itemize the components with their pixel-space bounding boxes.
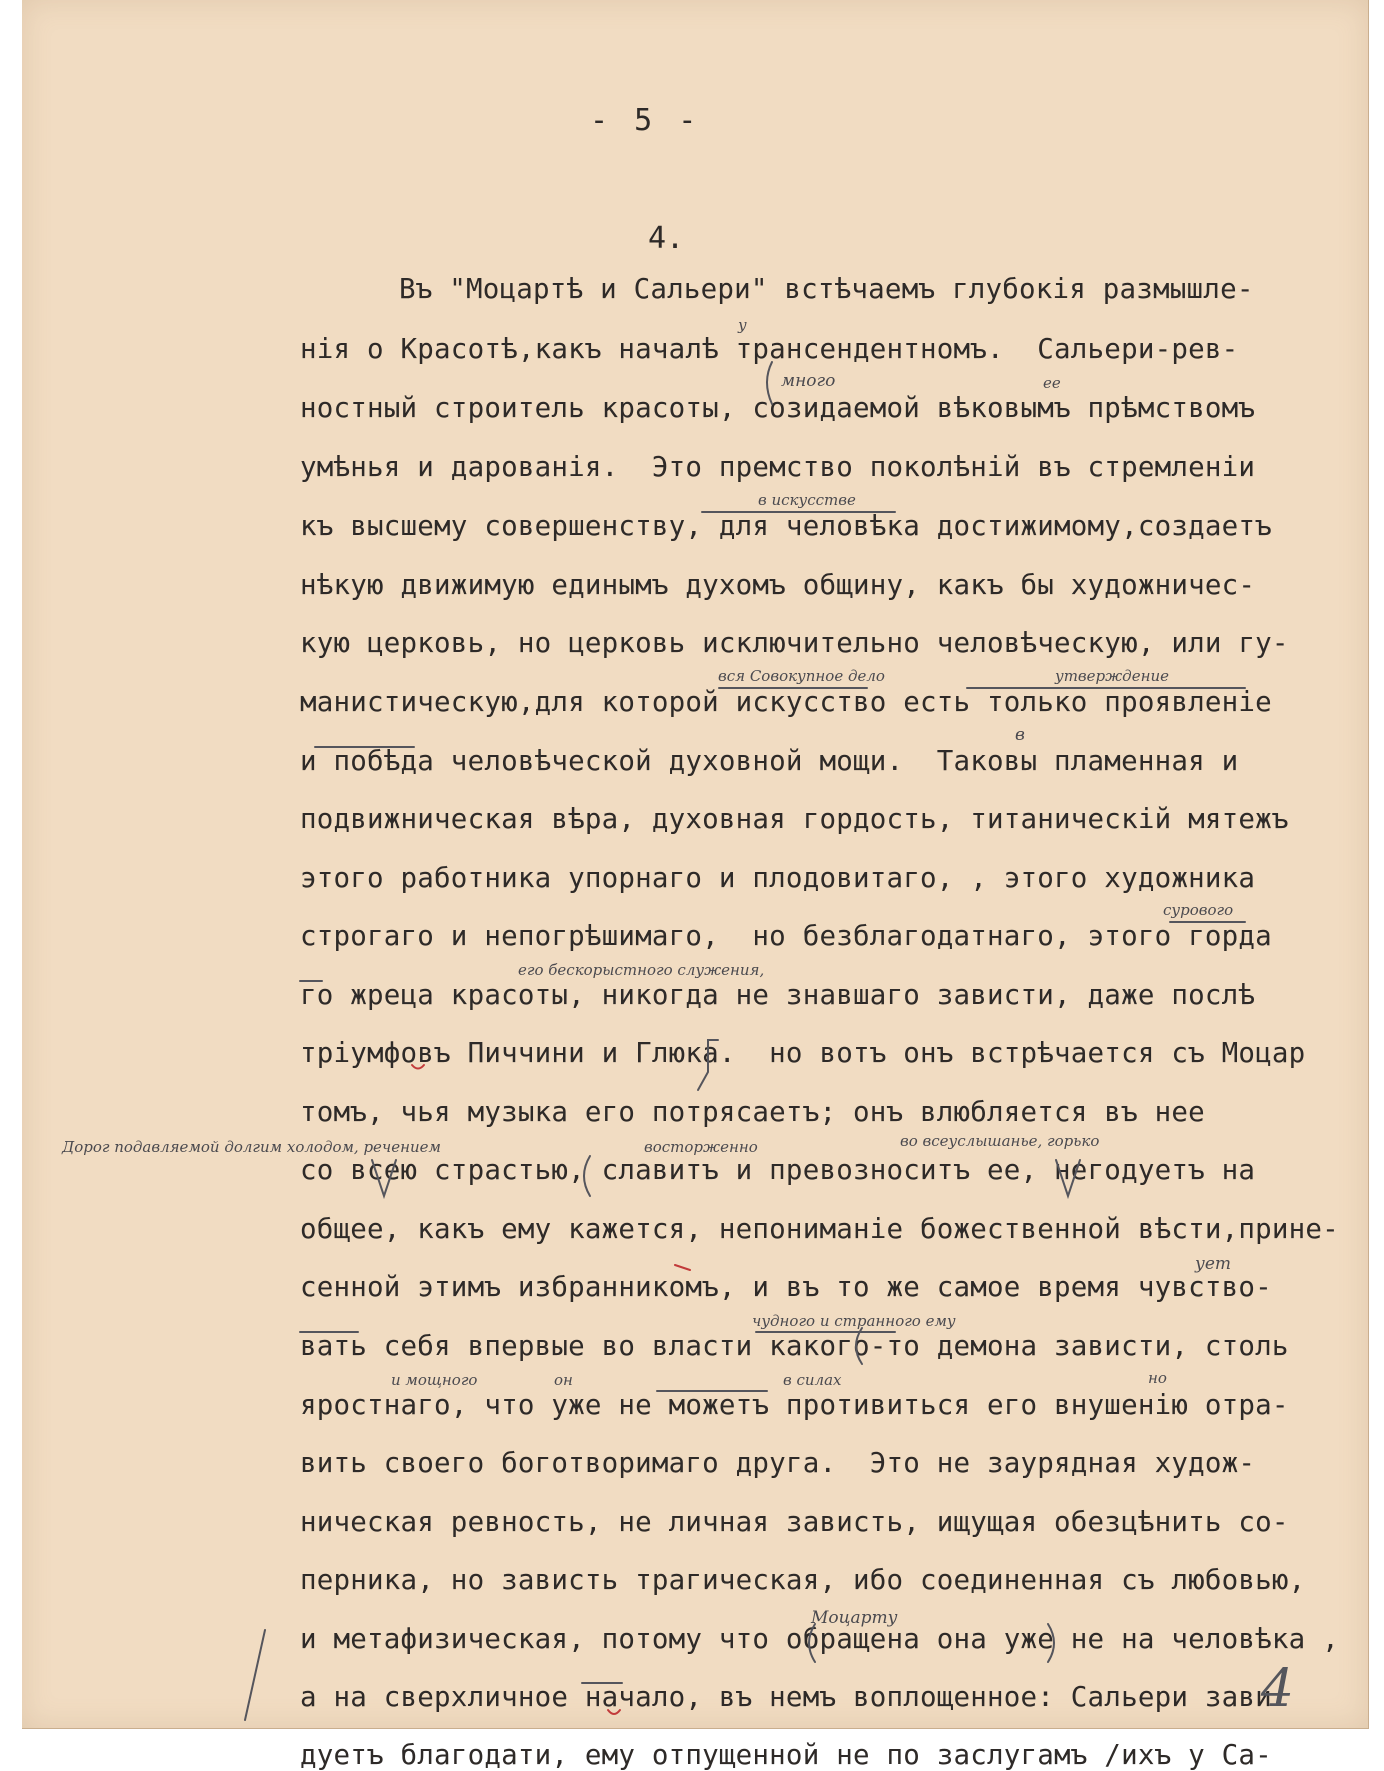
text-line: нѣкую движимую единымъ духомъ общину, какъ бы художничес- <box>300 572 1255 600</box>
handwritten-annotation: в силах <box>783 1373 842 1388</box>
text-line: дуетъ благодати, ему отпущенной не по заслугамъ /ихъ у Са- <box>300 1742 1272 1770</box>
text-line: го жреца красоты, никогда не знавшаго зависти, даже послѣ <box>300 982 1255 1010</box>
text-line: и побѣда человѣческой духовной мощи. Таковы пламенная и <box>300 748 1238 776</box>
text-line: этого работника упорнаго и плодовитаго, , этого художника <box>300 865 1255 893</box>
handwritten-annotation: восторженно <box>644 1140 758 1155</box>
handwritten-annotation: Дорог подавляемой долгим холодом, речением <box>62 1140 441 1155</box>
handwritten-annotation: сурового <box>1163 903 1233 918</box>
handwritten-annotation: он <box>554 1373 573 1388</box>
text-line: перника, но зависть трагическая, ибо соединенная съ любовью, <box>300 1567 1305 1595</box>
handwritten-annotation: чудного и странного ему <box>752 1314 956 1329</box>
text-line: тріумфовъ Пиччини и Глюка. но вотъ онъ встрѣчается съ Моцар <box>300 1040 1305 1068</box>
text-line: и метафизическая, потому что обращена она уже не на человѣка , <box>300 1626 1339 1654</box>
text-line: нія о Красотѣ,какъ началѣ трансендентномъ. Сальери-рев- <box>300 336 1238 364</box>
text-line: вить своего боготворимаго друга. Это не заурядная худож- <box>300 1450 1255 1478</box>
handwritten-annotation: в искусстве <box>758 493 856 508</box>
text-line: къ высшему совершенству, для человѣка достижимому,создаетъ <box>300 513 1272 541</box>
text-line: яростнаго, что уже не можетъ противиться его внушенію отра- <box>300 1392 1289 1420</box>
text-line: сенной этимъ избранникомъ, и въ то же самое время чувство- <box>300 1274 1272 1302</box>
section-number: 4. <box>648 224 684 254</box>
text-line: томъ, чья музыка его потрясаетъ; онъ влюбляется въ нее <box>300 1099 1205 1127</box>
handwritten-annotation: утверждение <box>1055 669 1169 684</box>
text-line: ническая ревность, не личная зависть, ищущая обезцѣнить со- <box>300 1509 1289 1537</box>
handwritten-annotation: но <box>1148 1371 1167 1386</box>
text-line: подвижническая вѣра, духовная гордость, титаническій мятежъ <box>300 806 1289 834</box>
page-number: - 5 - <box>590 106 700 136</box>
handwritten-annotation: его бескорыстного служения, <box>518 963 764 978</box>
handwritten-annotation: в <box>1015 727 1025 744</box>
handwritten-annotation: вся Совокупное дело <box>718 669 885 684</box>
handwritten-annotation: ует <box>1195 1256 1231 1273</box>
text-line: ностный строитель красоты, созидаемой вѣковымъ прѣмствомъ <box>300 395 1255 423</box>
handwritten-annotation: у <box>738 318 747 333</box>
handwritten-annotation: ее <box>1043 376 1061 391</box>
handwritten-annotation: и мощного <box>391 1373 477 1388</box>
text-line: манистическую,для которой искусство есть только проявленіе <box>300 689 1272 717</box>
handwritten-annotation: во всеуслышанье, горько <box>900 1134 1099 1149</box>
text-line: а на сверхличное начало, въ немъ воплощенное: Сальери зави <box>300 1684 1272 1712</box>
text-line: умѣнья и дарованія. Это премство поколѣній въ стремленіи <box>300 454 1255 482</box>
handwritten-annotation: много <box>781 373 835 390</box>
text-line: со всею страстью, славитъ и превозноситъ ее, негодуетъ на <box>300 1157 1255 1185</box>
text-line: Въ "Моцартѣ и Сальери" встѣчаемъ глубокія размышле- <box>399 276 1254 304</box>
handwritten-annotation: Моцарту <box>811 1610 898 1627</box>
text-line: вать себя впервые во власти какого-то демона зависти, столь <box>300 1333 1289 1361</box>
text-line: общее, какъ ему кажется, непониманіе божественной вѣсти,прине- <box>300 1216 1339 1244</box>
text-line: строгаго и непогрѣшимаго, но безблагодатнаго, этого горда <box>300 923 1272 951</box>
handwritten-page-number: 4 <box>1261 1659 1294 1719</box>
text-line: кую церковь, но церковь исключительно человѣческую, или гу- <box>300 630 1289 658</box>
